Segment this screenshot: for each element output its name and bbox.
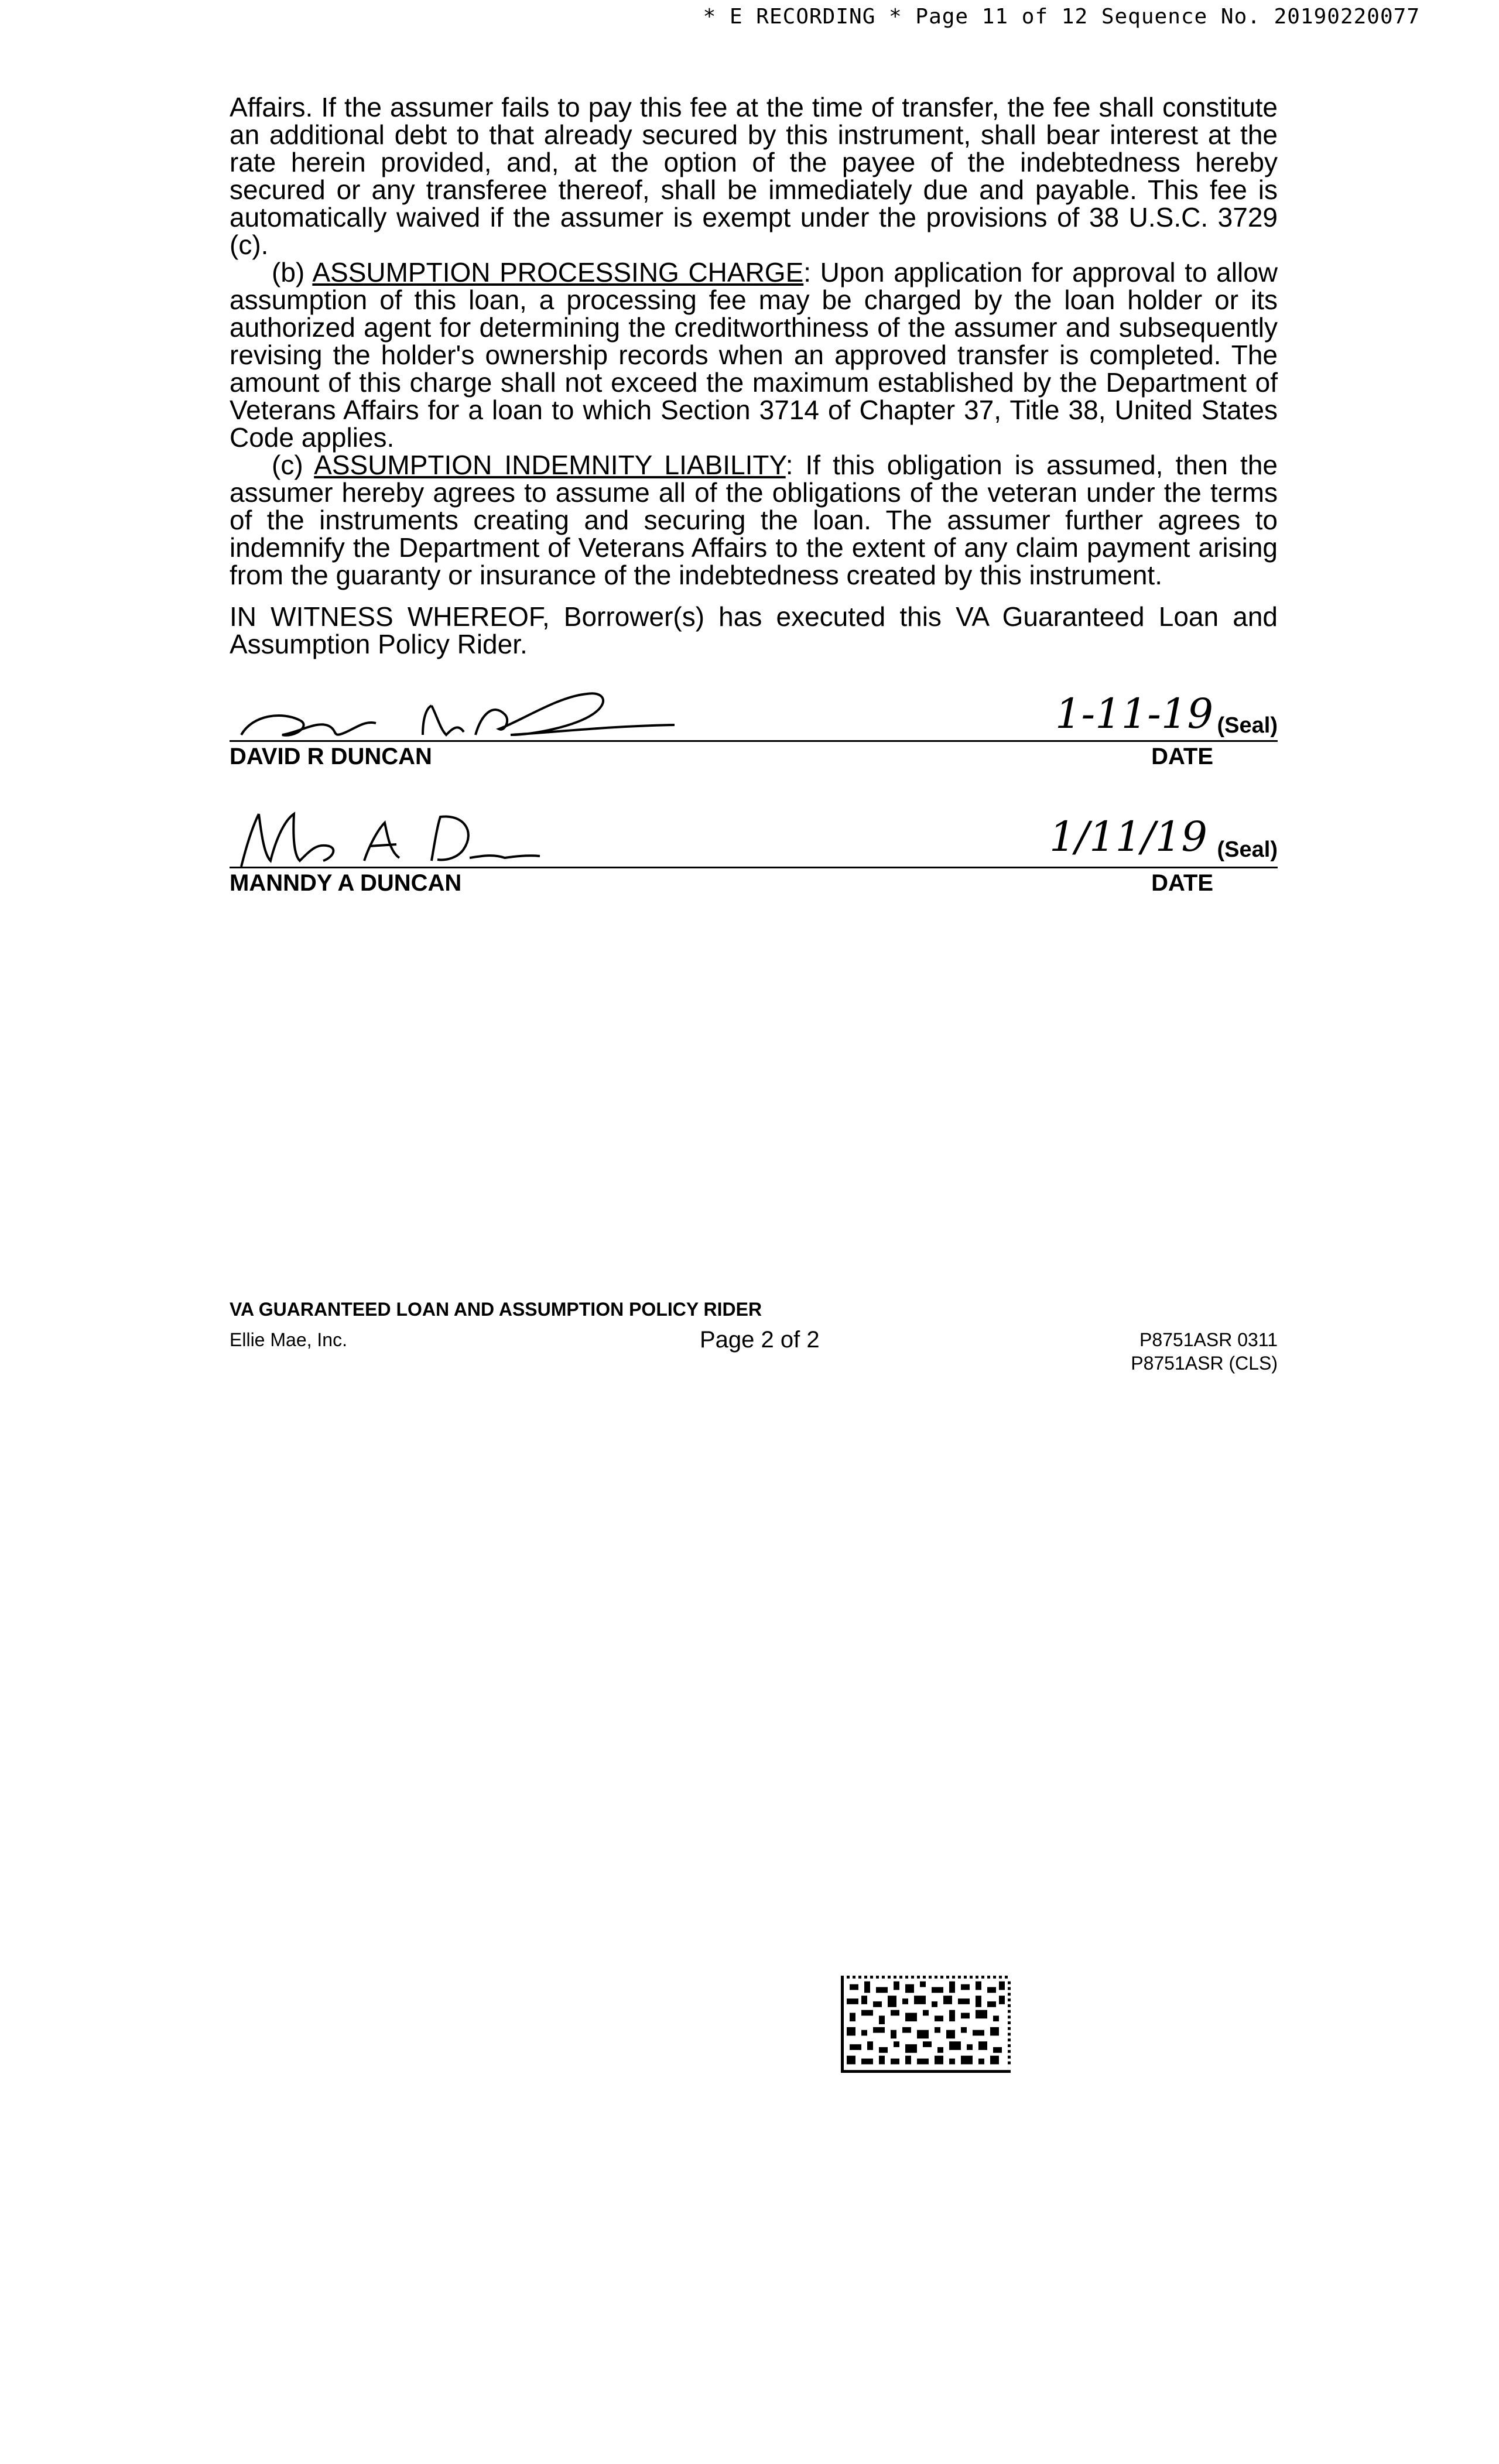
signature-david-duncan xyxy=(230,679,675,750)
handwritten-date-2: 1/11/19 xyxy=(1049,813,1207,861)
paragraph-a-continuation: Affairs. If the assumer fails to pay this fee at the time of transfer, the fee shall constitute an additional debt to that already secured by this instrument, shall bear interest at the rate herein provided, and, at the option of the payee of the indebtedness hereby secured or any transferee thereof, shall be immediately due and payable. This fee is automatically waived if the assumer is exempt under the provisions of 38 U.S.C. 3729 (c). xyxy=(230,92,1278,260)
paragraph-c xyxy=(230,451,1278,589)
paragraph-c-heading: ASSUMPTION INDEMNITY LIABILITY xyxy=(314,450,786,480)
signature-block-1 xyxy=(230,679,1278,773)
signature-line-2 xyxy=(230,867,1278,868)
form-code-1: P8751ASR 0311 xyxy=(1139,1329,1278,1350)
barcode-icon xyxy=(841,1976,1011,2073)
signer-name-1: DAVID R DUNCAN xyxy=(230,744,432,769)
handwritten-date-1: 1-11-19 xyxy=(1055,690,1213,738)
paragraph-c-text: : If this obligation is assumed, then the assumer hereby agrees to assume all of the obligations of the veteran under the terms of the instruments creating and securing the loan. The assumer further agrees to indemnify the Department of Veterans Affairs to the extent of any claim payment arising from the guaranty or insurance of the indebtedness created by this instrument. xyxy=(230,450,1278,590)
seal-label-2: (Seal) xyxy=(1217,837,1278,862)
signature-block-2 xyxy=(230,802,1278,902)
form-codes xyxy=(1131,1328,1278,1375)
paragraph-b xyxy=(230,259,1278,451)
form-title: VA GUARANTEED LOAN AND ASSUMPTION POLICY RIDER xyxy=(230,1299,762,1320)
page-number: Page 2 of 2 xyxy=(700,1327,820,1353)
form-code-2: P8751ASR (CLS) xyxy=(1131,1353,1278,1374)
paragraph-c-prefix: (c) xyxy=(272,450,303,480)
date-label-2: DATE xyxy=(1151,870,1213,896)
company-name: Ellie Mae, Inc. xyxy=(230,1329,347,1350)
signature-line-1 xyxy=(230,740,1278,742)
seal-label-1: (Seal) xyxy=(1217,713,1278,738)
signer-name-2: MANNDY A DUNCAN xyxy=(230,870,462,896)
paragraph-b-text: : Upon application for approval to allow assumption of this loan, a processing fee may be charged by the loan holder or its authorized agent for determining the creditworthiness of the assumer and subsequently revising the holder's ownership records when an approved transfer is completed. The amount of this charge shall not exceed the maximum established by the Department of Veterans Affairs for a loan to which Section 3714 of Chapter 37, Title 38, United States Code applies. xyxy=(230,257,1278,453)
recording-stamp: * E RECORDING * Page 11 of 12 Sequence No. 20190220077 xyxy=(703,5,1420,29)
rider-body xyxy=(230,94,1278,658)
date-label-1: DATE xyxy=(1151,744,1213,769)
paragraph-b-heading: ASSUMPTION PROCESSING CHARGE xyxy=(312,257,804,288)
witness-clause: IN WITNESS WHEREOF, Borrower(s) has executed this VA Guaranteed Loan and Assumption Policy Rider. xyxy=(230,601,1278,659)
signature-manndy-duncan xyxy=(230,802,557,872)
paragraph-b-prefix: (b) xyxy=(272,257,305,288)
